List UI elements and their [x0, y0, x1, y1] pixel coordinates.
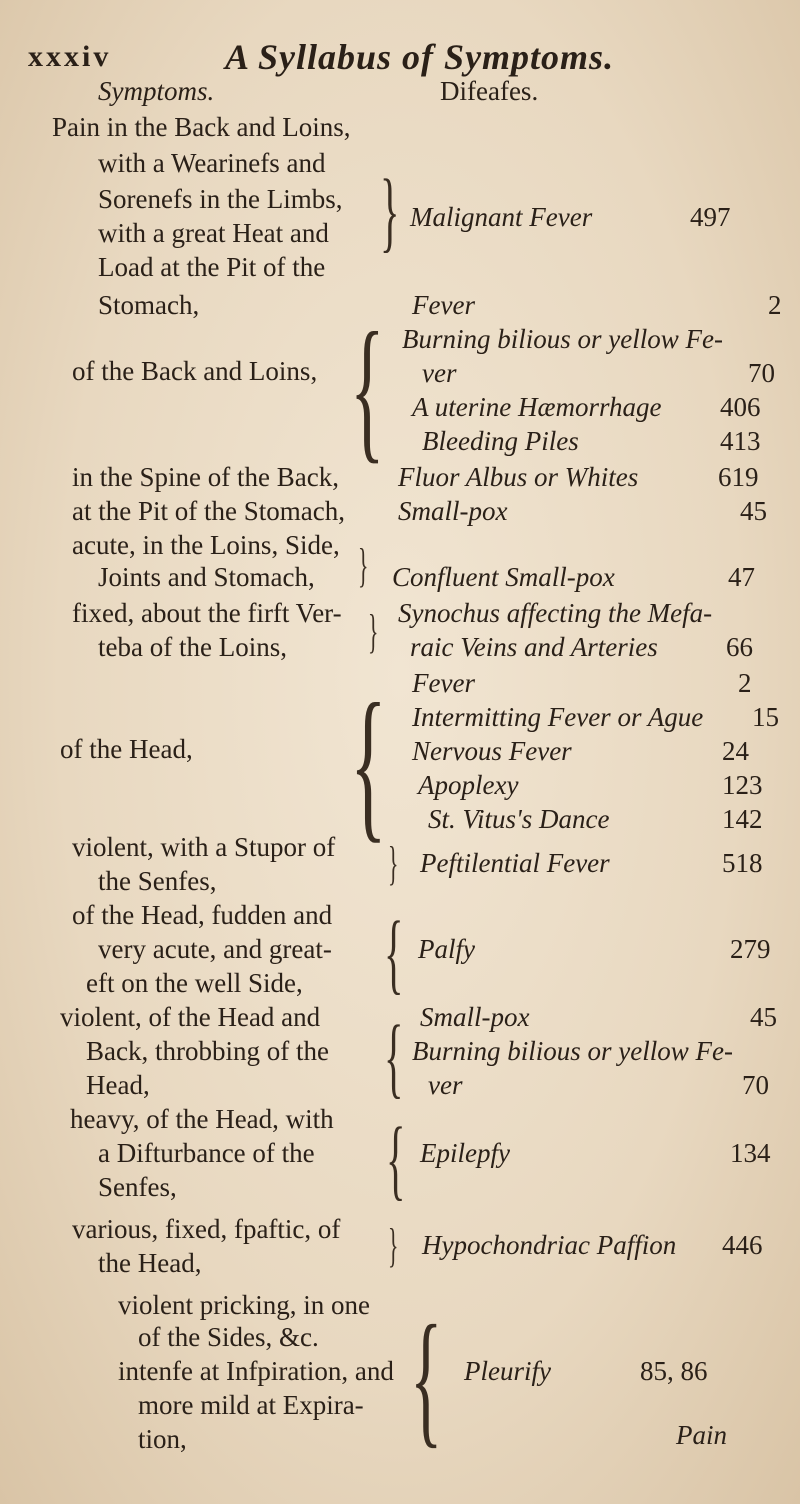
symptom-line: of the Head,: [60, 734, 193, 764]
page-reference: 279: [730, 934, 771, 964]
symptom-line: tion,: [138, 1424, 187, 1454]
symptom-line: the Head,: [98, 1248, 202, 1278]
disease-name: Fluor Albus or Whites: [398, 462, 639, 492]
page-reference: 45: [750, 1002, 777, 1032]
symptom-line: more mild at Expira-: [138, 1390, 364, 1420]
symptom-line: in the Spine of the Back,: [72, 462, 339, 492]
disease-name: ver: [422, 358, 457, 388]
disease-name: Bleeding Piles: [422, 426, 579, 456]
symptom-line: various, fixed, fpaftic, of: [72, 1214, 341, 1244]
catchword: Pain: [676, 1420, 727, 1450]
disease-name: Confluent Small-pox: [392, 562, 615, 592]
brace-icon: {: [384, 904, 404, 1003]
disease-name: Palfy: [418, 934, 475, 964]
symptom-line: Pain in the Back and Loins,: [52, 112, 351, 142]
page-reference: 70: [742, 1070, 769, 1100]
symptom-line: Senfes,: [98, 1172, 177, 1202]
brace-icon: {: [350, 299, 385, 477]
disease-name: Nervous Fever: [412, 736, 572, 766]
symptom-line: Load at the Pit of the: [98, 252, 326, 282]
symptom-line: the Senfes,: [98, 866, 217, 896]
disease-name: St. Vitus's Dance: [428, 804, 610, 834]
symptom-line: teba of the Loins,: [98, 632, 287, 662]
disease-name: raic Veins and Arteries: [410, 632, 658, 662]
brace-icon: }: [358, 539, 369, 592]
symptom-line: at the Pit of the Stomach,: [72, 496, 345, 526]
symptoms-column-heading: Symptoms.: [98, 76, 215, 106]
disease-name: Hypochondriac Paffion: [422, 1230, 677, 1260]
page-reference: 619: [718, 462, 759, 492]
page-reference: 406: [720, 392, 761, 422]
running-title: A Syllabus of Symptoms.: [225, 37, 615, 77]
page-reference: 497: [690, 202, 731, 232]
brace-icon: }: [388, 1219, 399, 1272]
symptom-line: eft on the well Side,: [86, 968, 303, 998]
symptom-line: fixed, about the firft Ver-: [72, 598, 342, 628]
brace-icon: }: [380, 162, 400, 261]
symptom-line: Back, throbbing of the: [86, 1036, 329, 1066]
page-reference: 85, 86: [640, 1356, 708, 1386]
symptom-line: with a great Heat and: [98, 218, 329, 248]
page-reference: 134: [730, 1138, 771, 1168]
page-reference: 2: [738, 668, 752, 698]
disease-name: Small-pox: [420, 1002, 530, 1032]
disease-name: A uterine Hæmorrhage: [412, 392, 662, 422]
disease-name: Epilepfy: [420, 1138, 510, 1168]
symptom-line: with a Wearinefs and: [98, 148, 326, 178]
symptom-line: Joints and Stomach,: [98, 562, 315, 592]
brace-icon: {: [410, 1295, 443, 1461]
disease-name: Pleurify: [464, 1356, 551, 1386]
page-reference: 47: [728, 562, 755, 592]
symptom-line: violent, with a Stupor of: [72, 832, 336, 862]
symptom-line: a Difturbance of the: [98, 1138, 315, 1168]
brace-icon: {: [350, 669, 387, 857]
disease-name: Synochus affecting the Mefa-: [398, 598, 713, 628]
brace-icon: {: [386, 1110, 406, 1209]
disease-name: ver: [428, 1070, 463, 1100]
symptom-line: heavy, of the Head, with: [70, 1104, 334, 1134]
page-reference: 123: [722, 770, 763, 800]
disease-name: Fever: [412, 290, 475, 320]
symptom-line: very acute, and great-: [98, 934, 332, 964]
disease-name: Intermitting Fever or Ague: [412, 702, 704, 732]
page-reference: 70: [748, 358, 775, 388]
symptom-line: of the Head, fudden and: [72, 900, 333, 930]
brace-icon: }: [368, 605, 379, 658]
symptom-line: acute, in the Loins, Side,: [72, 530, 340, 560]
symptom-line: violent, of the Head and: [60, 1002, 321, 1032]
disease-name: Malignant Fever: [410, 202, 593, 232]
diseases-column-heading: Difeafes.: [440, 76, 539, 106]
page-reference: 142: [722, 804, 763, 834]
page-reference: 413: [720, 426, 761, 456]
disease-name: Burning bilious or yellow Fe-: [412, 1036, 733, 1066]
disease-name: Fever: [412, 668, 475, 698]
symptom-line: intenfe at Infpiration, and: [118, 1356, 394, 1386]
page-reference: 24: [722, 736, 749, 766]
symptom-line: of the Back and Loins,: [72, 356, 318, 386]
page-reference: 66: [726, 632, 753, 662]
disease-name: Burning bilious or yellow Fe-: [402, 324, 723, 354]
brace-icon: {: [384, 1008, 404, 1107]
page-number: xxxiv: [28, 40, 112, 73]
symptom-line: violent pricking, in one: [118, 1290, 370, 1320]
symptom-line: Stomach,: [98, 290, 200, 320]
page-reference: 446: [722, 1230, 763, 1260]
symptom-line: Sorenefs in the Limbs,: [98, 184, 343, 214]
symptom-line: Head,: [86, 1070, 150, 1100]
page-reference: 45: [740, 496, 767, 526]
page-reference: 2: [768, 290, 782, 320]
disease-name: Apoplexy: [418, 770, 519, 800]
symptom-line: of the Sides, &c.: [138, 1322, 319, 1352]
page-reference: 518: [722, 848, 763, 878]
brace-icon: }: [388, 837, 399, 890]
disease-name: Peftilential Fever: [420, 848, 610, 878]
page-reference: 15: [752, 702, 779, 732]
disease-name: Small-pox: [398, 496, 508, 526]
